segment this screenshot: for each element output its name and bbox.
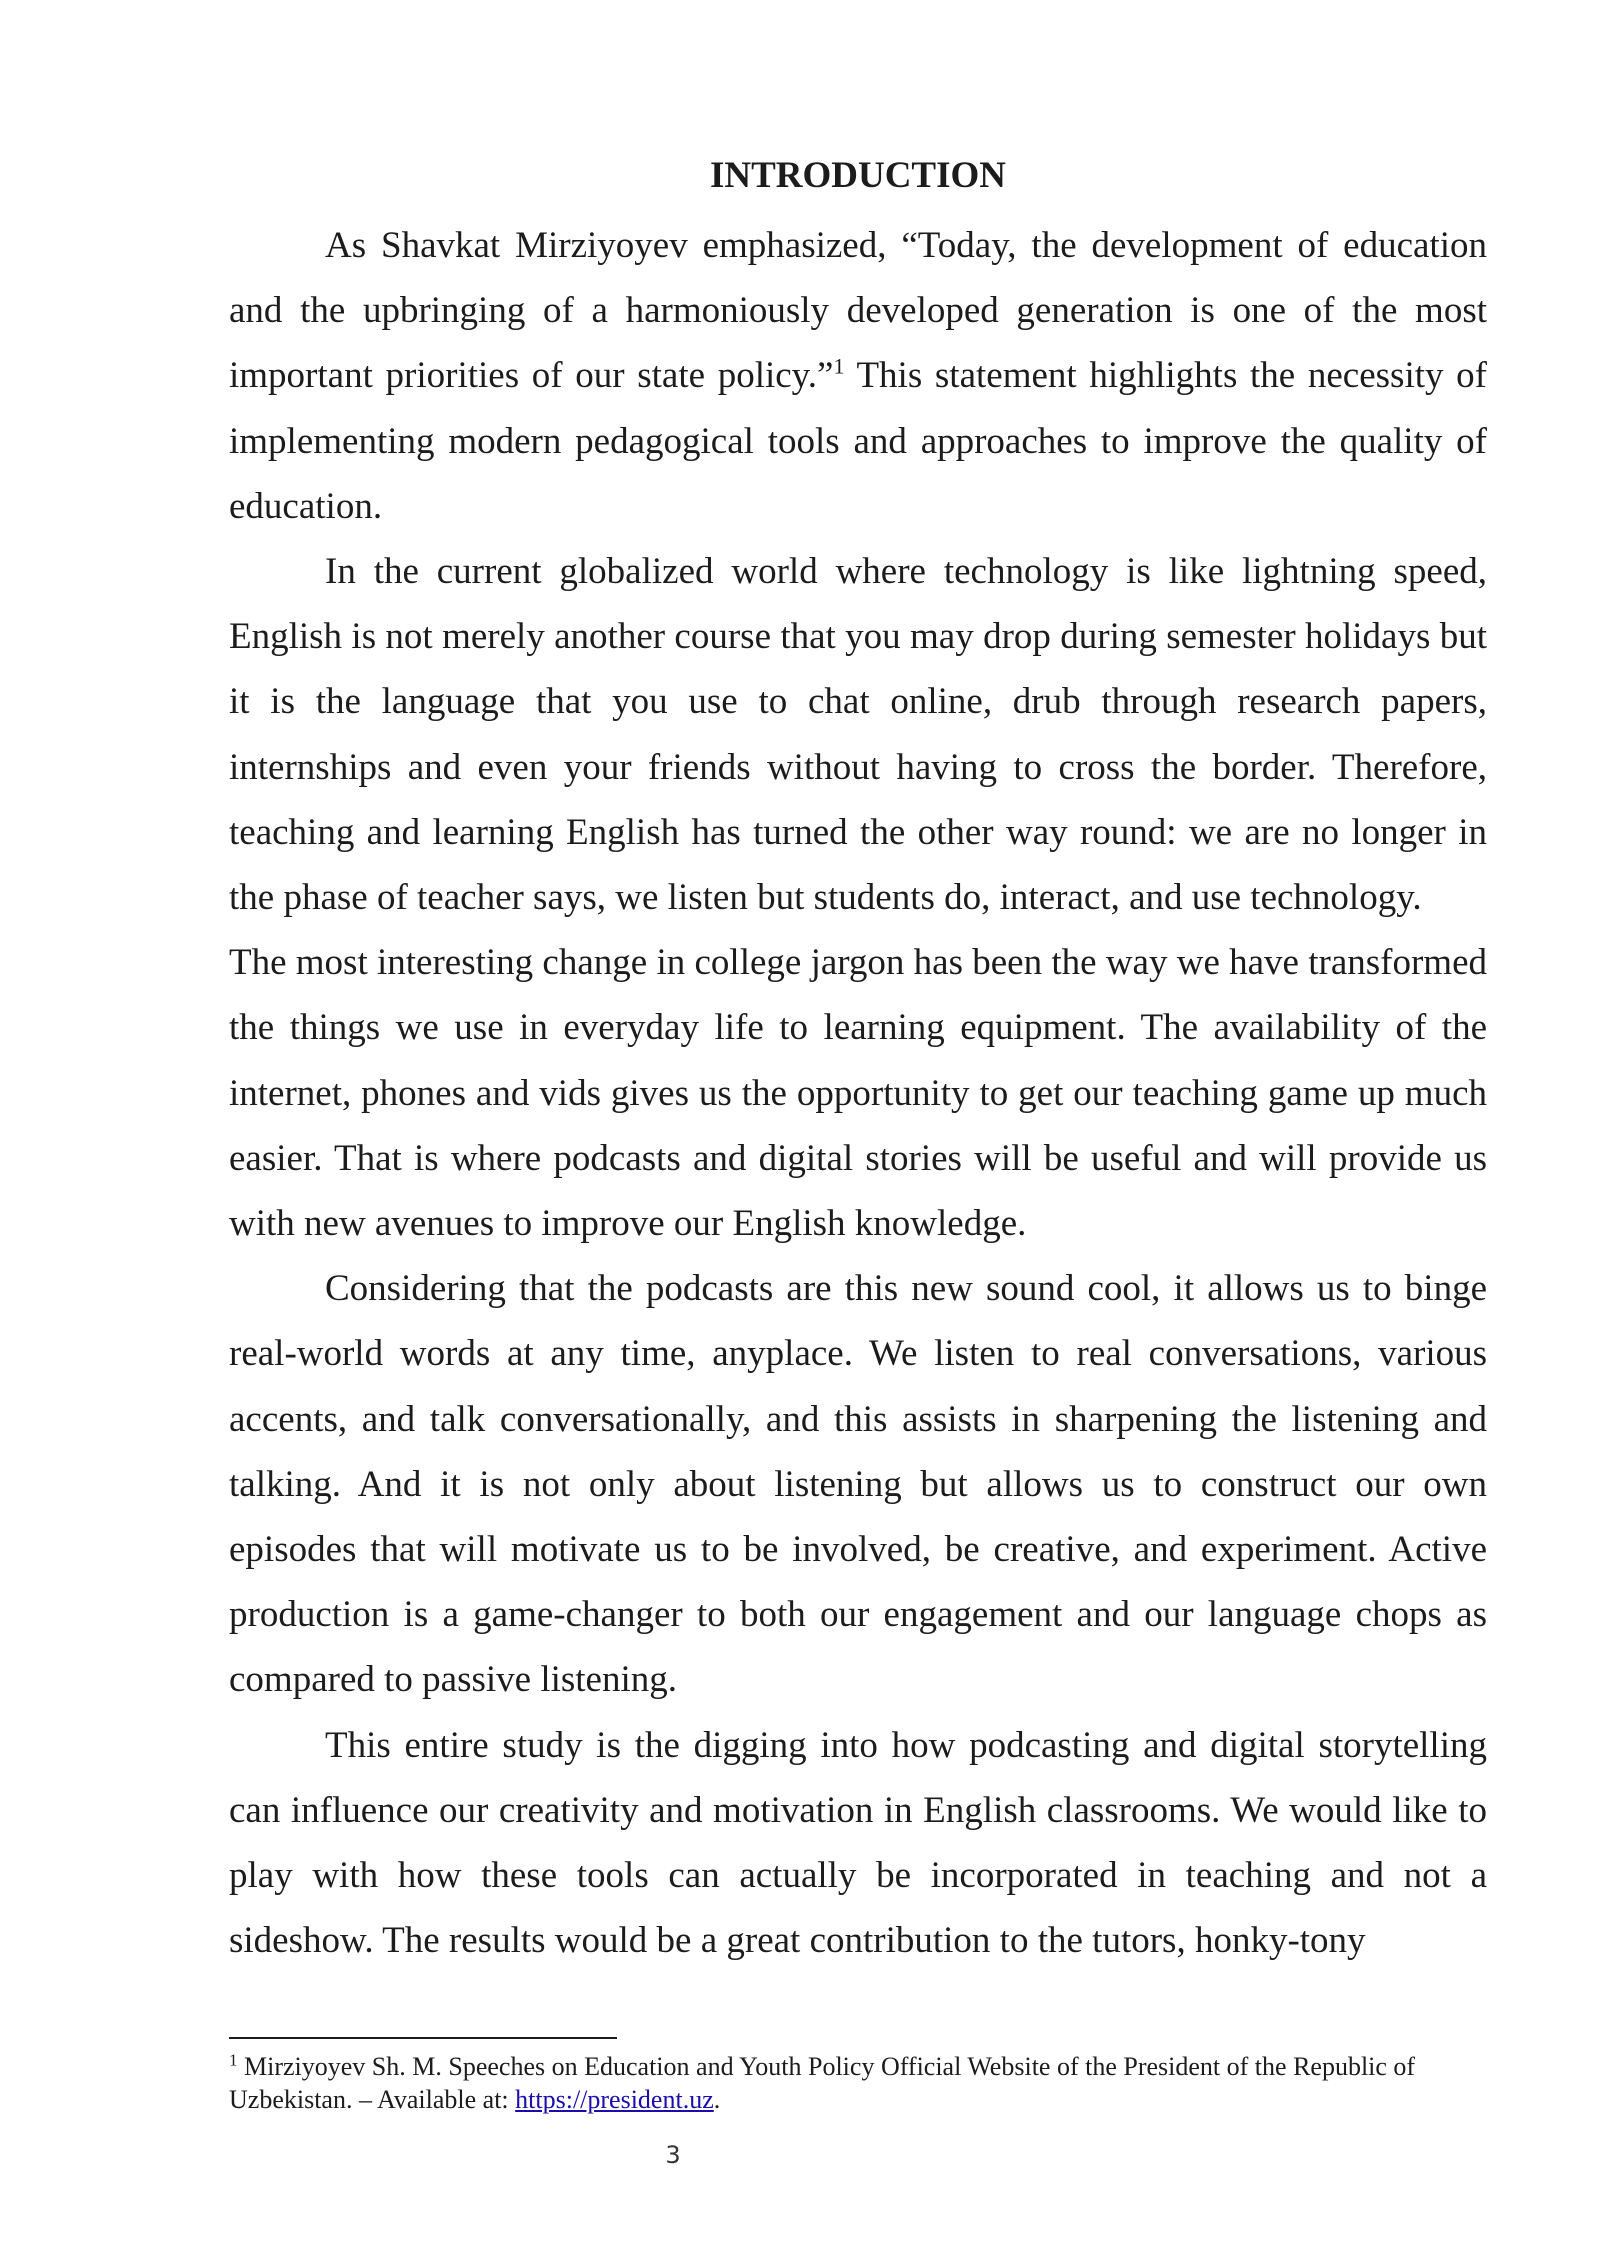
footnote-separator (229, 2037, 617, 2039)
footnote-text: Mirziyoyev Sh. M. Speeches on Education and Youth Policy Official Website of the President of the Republic of Uzbekistan. – Available at: (229, 2052, 1416, 2114)
paragraph-1-text: As Shavkat Mirziyoyev emphasized, “Today, the development of education and the upbringing of a harmoniously developed generation is one of the most important priorities of our state policy.” (229, 225, 1487, 397)
paragraph-4: Considering that the podcasts are this new sound cool, it allows us to binge real-world words at any time, anyplace. We listen to real conversations, various accents, and talk conversationally, and this assists in sharpening the listening and talking. And it is not only about listening but allows us to construct our own episodes that will motivate us to be involved, be creative, and experiment. Active production is a game-changer to both our engagement and our language chops as compared to passive listening. (229, 1268, 1487, 1701)
section-heading: INTRODUCTION (709, 155, 1007, 196)
page-number: 3 (665, 2141, 681, 2169)
paragraph-1 (229, 213, 1487, 539)
footnote-link[interactable]: https://president.uz (515, 2085, 714, 2114)
paragraph-3: The most interesting change in college jargon has been the way we have transformed the things we use in everyday life to learning equipment. The availability of the internet, phones and vids gives us the opportunity to get our teaching game up much easier. That is where podcasts and digital stories will be useful and will provide us with new avenues to improve our English knowledge. (229, 942, 1487, 1245)
footnote-trailing: . (713, 2085, 721, 2114)
footnote-reference[interactable]: 1 (833, 354, 845, 380)
paragraph-2: In the current globalized world where technology is like lightning speed, English is not merely another course that you may drop during semester holidays but it is the language that you use to chat online, drub through research papers, internships and even your friends without having to cross the border. Therefore, teaching and learning English has turned the other way round: we are no longer in the phase of teacher says, we listen but students do, interact, and use technology. (229, 551, 1487, 919)
footnote-marker: 1 (229, 2050, 238, 2070)
footnote (229, 2050, 1487, 2116)
page-body (229, 148, 1487, 1973)
paragraph-1-continuation: This statement highlights the necessity of implementing modern pedagogical tools and approaches to improve the quality of education. (229, 355, 1487, 527)
paragraph-5: This entire study is the digging into how podcasting and digital storytelling can influence our creativity and motivation in English classrooms. We would like to play with how these tools can actually be incorporated in teaching and not a sideshow. The results would be a great contribution to the tutors, honky-tony (229, 1724, 1487, 1962)
